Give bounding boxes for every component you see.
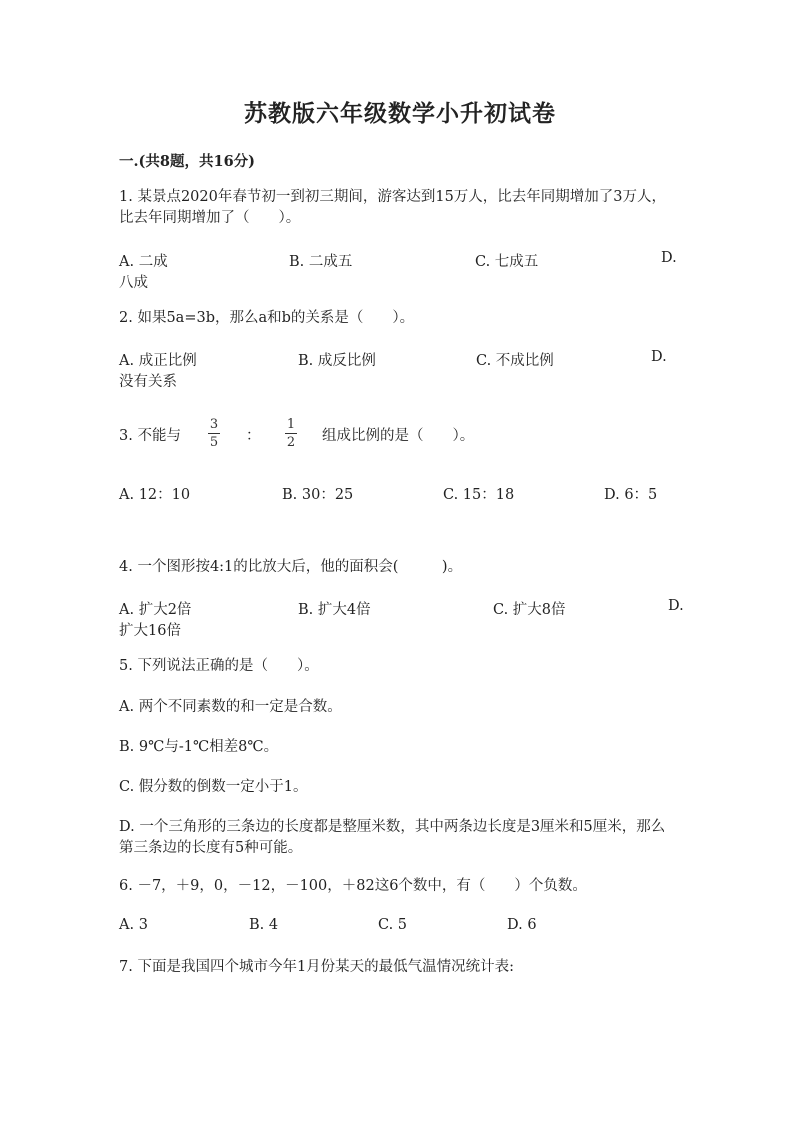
exam-title: 苏教版六年级数学小升初试卷 [244,100,556,127]
question-2-text: 2. 如果5a=3b，那么a和b的关系是（ ）。 [119,310,415,326]
question-2-option-d-text: 没有关系 [119,374,177,390]
question-6-option-a: A. 3 [119,917,148,933]
fraction-2-numerator: 1 [286,417,296,432]
section-heading: 一.(共8题，共16分) [119,153,256,170]
question-4-option-d: D. [668,598,684,614]
question-5-text: 5. 下列说法正确的是（ ）。 [119,658,319,674]
question-2-option-c: C. 不成比例 [476,353,554,369]
fraction-1-numerator: 3 [209,417,219,432]
question-1-option-d: D. [661,250,677,266]
question-3-option-b: B. 30：25 [282,487,354,503]
question-4-option-d-text: 扩大16倍 [119,623,181,639]
question-4-option-c: C. 扩大8倍 [493,602,566,618]
question-2-option-d: D. [651,349,667,365]
question-6-text: 6. －7，＋9，0，－12，－100，＋82这6个数中，有（ ）个负数。 [119,878,587,894]
fraction-1-denominator: 5 [209,435,219,450]
question-4-option-b: B. 扩大4倍 [298,602,371,618]
question-4-option-a: A. 扩大2倍 [119,602,192,618]
question-1-text: 1. 某景点2020年春节初一到初三期间，游客达到15万人，比去年同期增加了3万人，比去年同期增加了（ ）。 [119,189,667,226]
question-3-prefix: 3. 不能与 [119,428,181,444]
question-3-option-a: A. 12：10 [119,487,191,503]
question-7-text: 7. 下面是我国四个城市今年1月份某天的最低气温情况统计表: [119,959,515,975]
fraction-2-denominator: 2 [286,435,296,450]
question-3-option-c: C. 15：18 [443,487,515,503]
question-5-option-b: B. 9℃与-1℃相差8℃。 [119,739,279,755]
question-3-ratio-colon: ： [246,428,261,444]
question-4-text: 4. 一个图形按4:1的比放大后，他的面积会( )。 [119,559,463,575]
question-6-option-c: C. 5 [378,917,408,933]
question-2-option-a: A. 成正比例 [119,353,197,369]
question-2-option-b: B. 成反比例 [298,353,376,369]
question-1-option-d-text: 八成 [119,275,148,291]
question-5-option-a: A. 两个不同素数的和一定是合数。 [119,699,342,715]
question-1-option-a: A. 二成 [119,254,168,270]
question-1-option-b: B. 二成五 [289,254,353,270]
fraction-2-bar [285,433,297,434]
question-3-suffix: 组成比例的是（ ）。 [322,428,475,444]
question-3-fraction-1 [208,417,220,450]
question-1-option-c: C. 七成五 [475,254,539,270]
question-3-fraction-2 [285,417,297,450]
question-6-option-b: B. 4 [249,917,279,933]
question-6-option-d: D. 6 [507,917,537,933]
question-3-option-d: D. 6：5 [604,487,658,503]
fraction-1-bar [208,433,220,434]
question-5-option-c: C. 假分数的倒数一定小于1。 [119,779,308,795]
question-5-option-d: D. 一个三角形的三条边的长度都是整厘米数，其中两条边长度是3厘米和5厘米，那么第三条边的长度有5种可能。 [119,819,666,856]
